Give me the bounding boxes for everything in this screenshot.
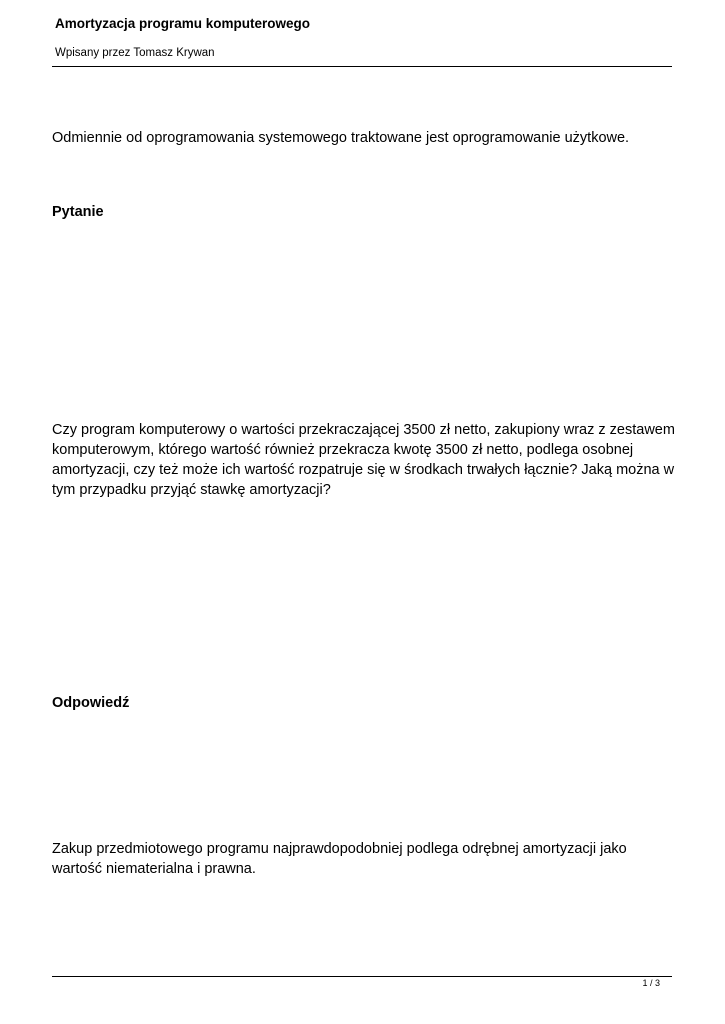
question-paragraph: Czy program komputerowy o wartości przekraczającej 3500 zł netto, zakupiony wraz z zestawem komputerowym, którego wartość również przekracza kwotę 3500 zł netto, podlega osobnej amortyzacji, czy też może ich wartość rozpatruje się w środkach trwałych łącznie? Jaką można w tym przypadku przyjąć stawkę amortyzacji? [52, 422, 675, 498]
footer-divider [52, 976, 672, 977]
page-number: 1 / 3 [642, 978, 660, 988]
header-divider [52, 66, 672, 67]
document-title: Amortyzacja programu komputerowego [55, 16, 311, 31]
author-line: Wpisany przez Tomasz Krywan [55, 47, 215, 59]
question-heading: Pytanie [52, 204, 104, 220]
answer-heading: Odpowiedź [52, 695, 130, 711]
intro-paragraph: Odmiennie od oprogramowania systemowego traktowane jest oprogramowanie użytkowe. [52, 130, 630, 146]
answer-paragraph: Zakup przedmiotowego programu najprawdopodobniej podlega odrębnej amortyzacji jako wartość niematerialna i prawna. [52, 841, 627, 877]
